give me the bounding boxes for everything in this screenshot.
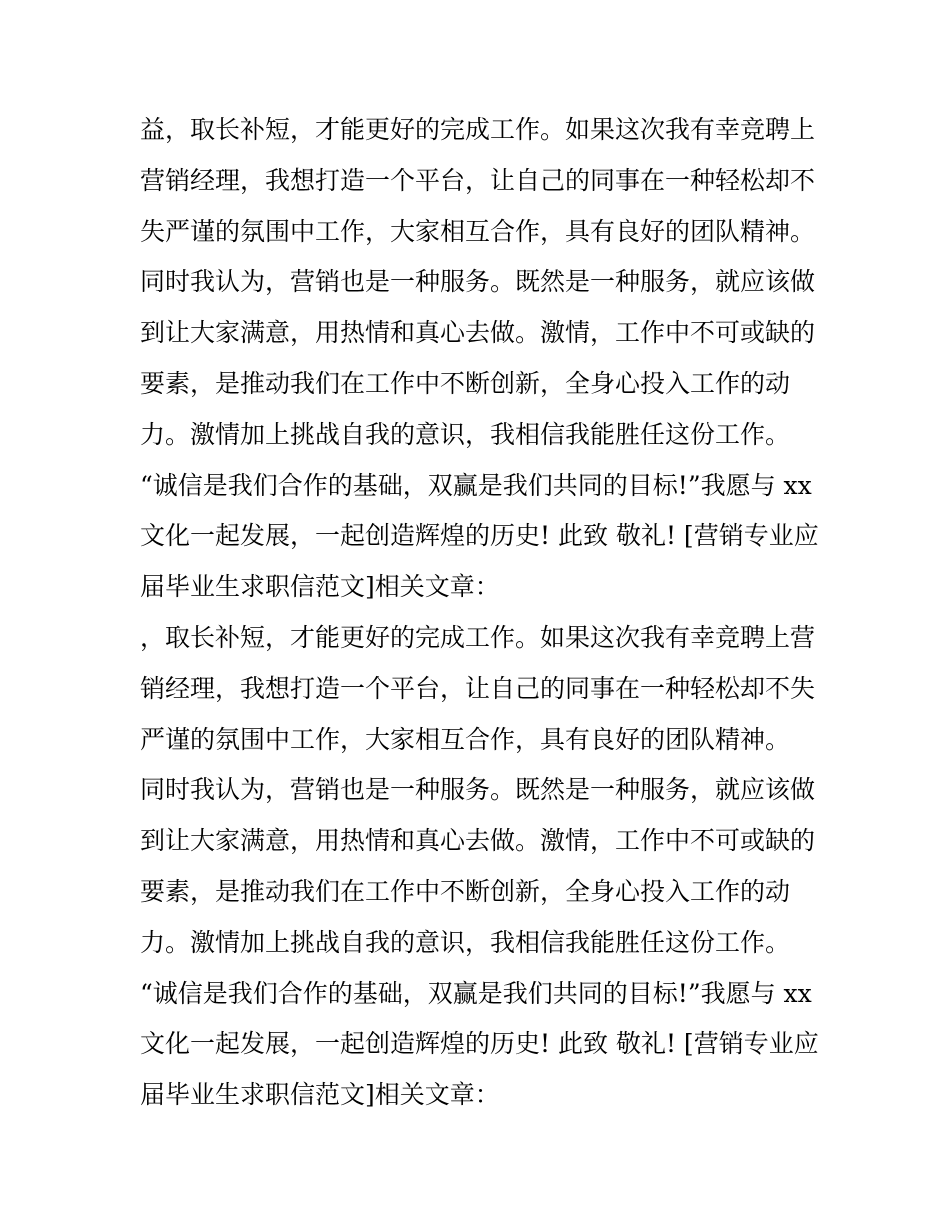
text-line: 要素，是推动我们在工作中不断创新，全身心投入工作的动 <box>140 876 791 906</box>
text-line: 届毕业生求职信范文]相关文章： <box>140 572 500 602</box>
text-line: 严谨的氛围中工作，大家相互合作，具有良好的团队精神。 <box>140 724 791 754</box>
text-line: 营销经理，我想打造一个平台，让自己的同事在一种轻松却不 <box>140 165 816 195</box>
text-line: 届毕业生求职信范文]相关文章： <box>140 1080 500 1110</box>
body-text <box>140 105 830 1121</box>
text-line: “诚信是我们合作的基础，双赢是我们共同的目标!”我愿与 xx <box>140 978 812 1008</box>
text-line: 益，取长补短，才能更好的完成工作。如果这次我有幸竞聘上 <box>140 115 816 144</box>
text-line: 失严谨的氛围中工作，大家相互合作，具有良好的团队精神。 <box>140 216 816 246</box>
text-line: 同时我认为，营销也是一种服务。既然是一种服务，就应该做 <box>140 775 816 805</box>
text-line: ，取长补短，才能更好的完成工作。如果这次我有幸竞聘上营 <box>140 622 816 652</box>
text-line: 销经理，我想打造一个平台，让自己的同事在一种轻松却不失 <box>140 673 816 703</box>
text-line: 力。激情加上挑战自我的意识，我相信我能胜任这份工作。 <box>140 927 791 957</box>
text-line: 文化一起发展，一起创造辉煌的历史! 此致 敬礼! [营销专业应 <box>140 521 819 551</box>
text-line: “诚信是我们合作的基础，双赢是我们共同的目标!”我愿与 xx <box>140 470 812 500</box>
text-line: 文化一起发展，一起创造辉煌的历史! 此致 敬礼! [营销专业应 <box>140 1029 819 1059</box>
text-line: 同时我认为，营销也是一种服务。既然是一种服务，就应该做 <box>140 267 816 297</box>
text-line: 力。激情加上挑战自我的意识，我相信我能胜任这份工作。 <box>140 419 791 449</box>
text-line: 要素，是推动我们在工作中不断创新，全身心投入工作的动 <box>140 368 791 398</box>
text-line: 到让大家满意，用热情和真心去做。激情，工作中不可或缺的 <box>140 826 816 856</box>
text-line: 到让大家满意，用热情和真心去做。激情，工作中不可或缺的 <box>140 318 816 348</box>
